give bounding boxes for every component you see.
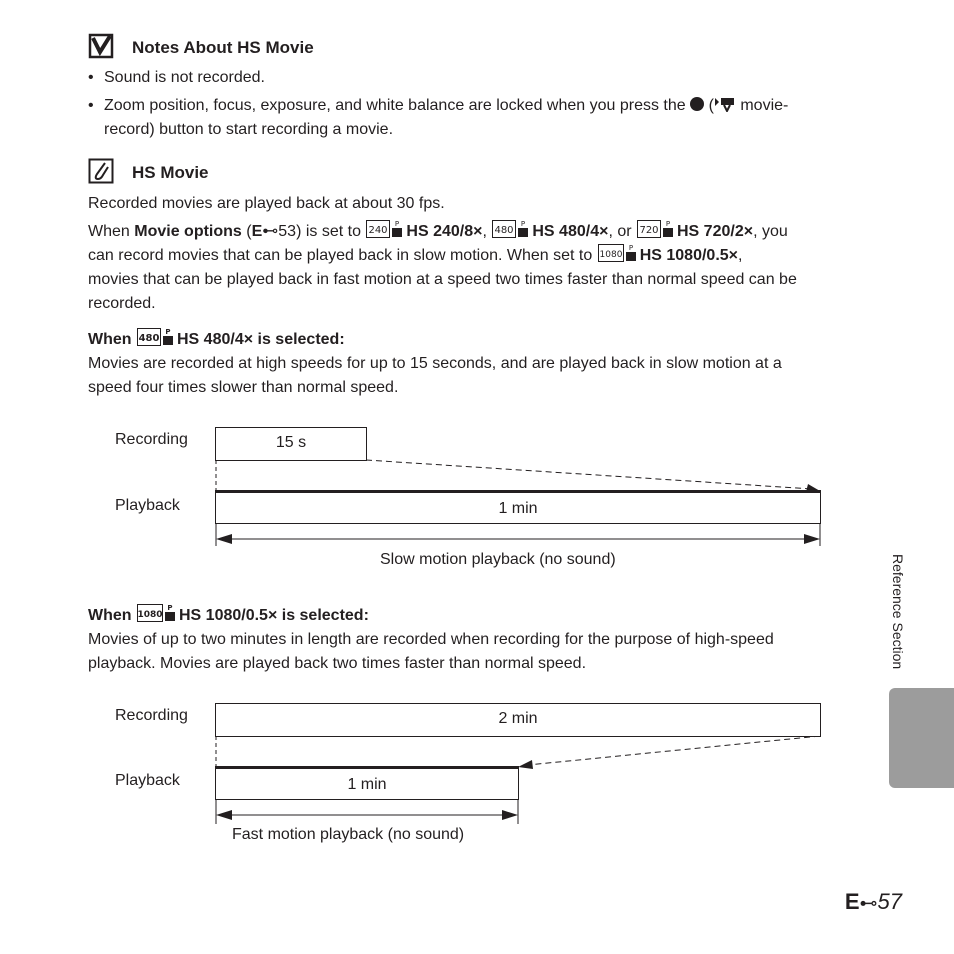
- hs-movie-p2-line1: When Movie options (E⊷53) is set to 240 P HS 240/8×, 480 P HS 480/4×, or 720 P HS 720/2×, you: [88, 220, 788, 240]
- notes-title: Notes About HS Movie: [132, 38, 314, 57]
- notes-bullet-1: Sound is not recorded.: [104, 69, 265, 86]
- svg-text:480: 480: [138, 333, 160, 344]
- reference-section-label: Reference Section: [890, 554, 906, 670]
- reference-arrow-icon: ⊷: [859, 893, 878, 913]
- section1-line2: speed four times slower than normal speed.: [88, 379, 399, 396]
- section2-heading: When 1080 P HS 1080/0.5× is selected:: [88, 604, 369, 624]
- diagram2-playback-bar: 1 min: [215, 766, 519, 800]
- diagram1-playback-label: Playback: [115, 497, 180, 514]
- svg-text:1080: 1080: [599, 250, 623, 260]
- svg-text:P: P: [165, 328, 171, 336]
- svg-text:240: 240: [368, 225, 388, 236]
- section1-line1: Movies are recorded at high speeds for up to 15 seconds, and are played back in slow motion at a: [88, 355, 782, 372]
- reference-e-icon: E: [251, 223, 263, 240]
- reference-arrow-icon: ⊷: [262, 223, 279, 240]
- svg-text:P: P: [665, 220, 671, 228]
- diagram1-playback-bar: 1 min: [215, 490, 821, 524]
- svg-text:480: 480: [494, 225, 514, 236]
- hs-movie-p2-line4: recorded.: [88, 295, 156, 312]
- svg-text:P: P: [395, 220, 400, 228]
- diagram1-caption: Slow motion playback (no sound): [380, 551, 616, 568]
- hs-movie-p2-line3: movies that can be played back in fast motion at a speed two times faster than normal speed can be: [88, 271, 797, 288]
- notes-bullet-2-line2: record) button to start recording a movie.: [104, 121, 394, 138]
- svg-text:720: 720: [639, 225, 659, 236]
- section-tab: [889, 688, 954, 788]
- svg-text:P: P: [521, 220, 526, 228]
- svg-text:1080: 1080: [137, 610, 163, 620]
- notes-bullet-2: Zoom position, focus, exposure, and white balance are locked when you press the ( movie-: [104, 94, 788, 120]
- diagram2-playback-label: Playback: [115, 772, 180, 789]
- hs-movie-p1: Recorded movies are played back at about 30 fps.: [88, 195, 445, 212]
- diagram2-recording-bar: 2 min: [215, 703, 821, 737]
- section2-line2: playback. Movies are played back two times faster than normal speed.: [88, 655, 587, 672]
- section2-line1: Movies of up to two minutes in length are recorded when recording for the purpose of high-speed: [88, 631, 774, 648]
- svg-text:P: P: [628, 244, 633, 252]
- bullet-dot: •: [88, 97, 94, 114]
- diagram2-recording-label: Recording: [115, 707, 188, 724]
- reference-e-icon: E: [844, 889, 860, 914]
- page-number: E⊷57: [844, 889, 902, 914]
- section1-heading: When 480 P HS 480/4× is selected:: [88, 328, 345, 348]
- diagram1-recording-bar: 15 s: [215, 427, 367, 461]
- hs-movie-p2-line2: can record movies that can be played back in slow motion. When set to 1080 P HS 1080/0.5×,: [88, 244, 743, 264]
- hs-movie-title: HS Movie: [132, 163, 209, 182]
- svg-text:P: P: [167, 604, 173, 612]
- diagram1-recording-label: Recording: [115, 431, 188, 448]
- bullet-dot: •: [88, 69, 94, 86]
- diagram2-caption: Fast motion playback (no sound): [232, 826, 465, 843]
